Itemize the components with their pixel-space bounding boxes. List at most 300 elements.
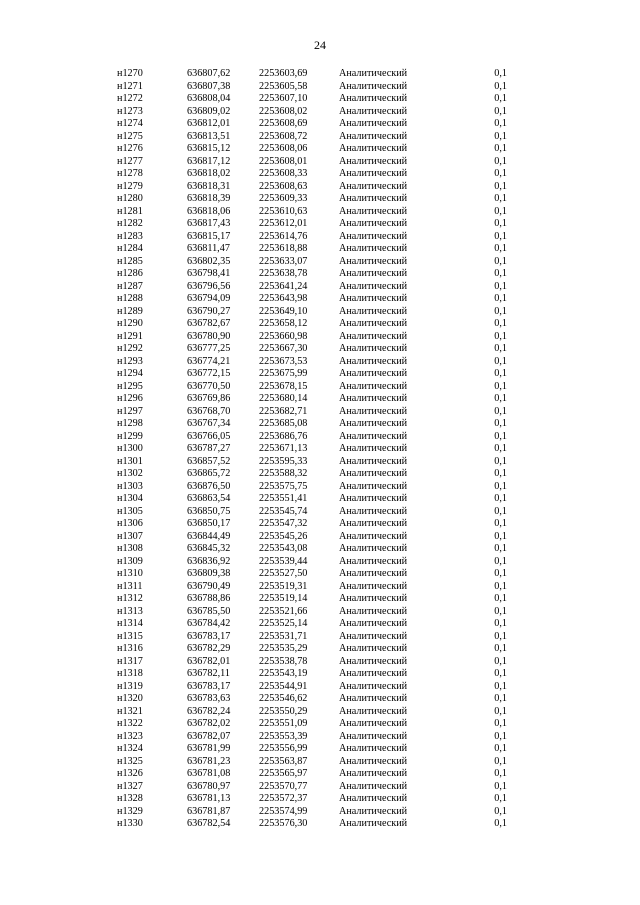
table-row <box>117 481 507 494</box>
y-coordinate-cell: 2253544,91 <box>259 680 308 692</box>
table-row <box>117 406 507 419</box>
x-coordinate-cell: 636780,90 <box>187 330 231 342</box>
method-cell: Аналитический <box>339 280 408 292</box>
point-id-cell: н1280 <box>117 193 143 204</box>
point-id-cell: н1274 <box>117 118 143 129</box>
y-coordinate-cell: 2253608,69 <box>259 118 308 129</box>
method-cell: Аналитический <box>339 505 408 517</box>
accuracy-cell: 0,1 <box>494 718 507 729</box>
method-cell: Аналитический <box>339 330 408 342</box>
x-coordinate-cell: 636857,52 <box>187 455 231 467</box>
point-id-cell: н1313 <box>117 605 143 617</box>
accuracy-cell: 0,1 <box>494 105 507 117</box>
x-coordinate-cell: 636769,86 <box>187 393 231 404</box>
y-coordinate-cell: 2253550,29 <box>259 705 308 717</box>
accuracy-cell: 0,1 <box>494 218 507 229</box>
y-coordinate-cell: 2253572,37 <box>259 793 308 804</box>
table-row <box>117 706 507 719</box>
x-coordinate-cell: 636818,31 <box>187 180 231 192</box>
accuracy-cell: 0,1 <box>494 780 507 792</box>
table-row <box>117 618 507 631</box>
accuracy-cell: 0,1 <box>494 268 507 279</box>
accuracy-cell: 0,1 <box>494 280 507 292</box>
table-row <box>117 456 507 469</box>
y-coordinate-cell: 2253641,24 <box>259 280 308 292</box>
accuracy-cell: 0,1 <box>494 730 507 742</box>
accuracy-cell: 0,1 <box>494 293 507 304</box>
point-id-cell: н1272 <box>117 93 143 104</box>
x-coordinate-cell: 636777,25 <box>187 343 231 354</box>
x-coordinate-cell: 636782,29 <box>187 643 231 654</box>
table-row <box>117 543 507 556</box>
accuracy-cell: 0,1 <box>494 630 507 642</box>
accuracy-cell: 0,1 <box>494 468 507 479</box>
point-id-cell: н1271 <box>117 80 143 92</box>
x-coordinate-cell: 636782,07 <box>187 730 231 742</box>
point-id-cell: н1303 <box>117 480 143 492</box>
x-coordinate-cell: 636863,54 <box>187 493 231 504</box>
method-cell: Аналитический <box>339 443 408 454</box>
x-coordinate-cell: 636818,02 <box>187 168 231 179</box>
point-id-cell: н1290 <box>117 318 143 329</box>
x-coordinate-cell: 636780,97 <box>187 780 231 792</box>
point-id-cell: н1270 <box>117 68 143 79</box>
y-coordinate-cell: 2253671,13 <box>259 443 308 454</box>
point-id-cell: н1315 <box>117 630 143 642</box>
y-coordinate-cell: 2253551,09 <box>259 718 308 729</box>
point-id-cell: н1301 <box>117 455 143 467</box>
table-row <box>117 106 507 119</box>
y-coordinate-cell: 2253595,33 <box>259 455 308 467</box>
point-id-cell: н1296 <box>117 393 143 404</box>
method-cell: Аналитический <box>339 555 408 567</box>
y-coordinate-cell: 2253543,19 <box>259 668 308 679</box>
method-cell: Аналитический <box>339 255 408 267</box>
method-cell: Аналитический <box>339 105 408 117</box>
method-cell: Аналитический <box>339 493 408 504</box>
point-id-cell: н1325 <box>117 755 143 767</box>
accuracy-cell: 0,1 <box>494 618 507 629</box>
point-id-cell: н1312 <box>117 593 143 604</box>
x-coordinate-cell: 636815,12 <box>187 143 231 154</box>
x-coordinate-cell: 636785,50 <box>187 605 231 617</box>
method-cell: Аналитический <box>339 793 408 804</box>
table-row <box>117 743 507 756</box>
point-id-cell: н1277 <box>117 155 143 167</box>
accuracy-cell: 0,1 <box>494 693 507 704</box>
x-coordinate-cell: 636802,35 <box>187 255 231 267</box>
method-cell: Аналитический <box>339 543 408 554</box>
point-id-cell: н1329 <box>117 805 143 817</box>
x-coordinate-cell: 636813,51 <box>187 130 231 142</box>
y-coordinate-cell: 2253603,69 <box>259 68 308 79</box>
point-id-cell: н1281 <box>117 205 143 217</box>
method-cell: Аналитический <box>339 93 408 104</box>
table-row <box>117 568 507 581</box>
method-cell: Аналитический <box>339 243 408 254</box>
method-cell: Аналитический <box>339 630 408 642</box>
y-coordinate-cell: 2253605,58 <box>259 80 308 92</box>
y-coordinate-cell: 2253614,76 <box>259 230 308 242</box>
method-cell: Аналитический <box>339 393 408 404</box>
point-id-cell: н1321 <box>117 705 143 717</box>
table-row <box>117 356 507 369</box>
table-row <box>117 718 507 731</box>
accuracy-cell: 0,1 <box>494 593 507 604</box>
x-coordinate-cell: 636807,38 <box>187 80 231 92</box>
accuracy-cell: 0,1 <box>494 480 507 492</box>
table-row <box>117 531 507 544</box>
x-coordinate-cell: 636783,17 <box>187 680 231 692</box>
table-row <box>117 818 507 831</box>
method-cell: Аналитический <box>339 618 408 629</box>
accuracy-cell: 0,1 <box>494 793 507 804</box>
table-row <box>117 256 507 269</box>
y-coordinate-cell: 2253563,87 <box>259 755 308 767</box>
point-id-cell: н1279 <box>117 180 143 192</box>
x-coordinate-cell: 636782,01 <box>187 655 231 667</box>
point-id-cell: н1273 <box>117 105 143 117</box>
method-cell: Аналитический <box>339 705 408 717</box>
method-cell: Аналитический <box>339 480 408 492</box>
point-id-cell: н1282 <box>117 218 143 229</box>
point-id-cell: н1283 <box>117 230 143 242</box>
method-cell: Аналитический <box>339 643 408 654</box>
table-row <box>117 506 507 519</box>
table-row <box>117 806 507 819</box>
x-coordinate-cell: 636876,50 <box>187 480 231 492</box>
table-row <box>117 281 507 294</box>
y-coordinate-cell: 2253553,39 <box>259 730 308 742</box>
table-row <box>117 168 507 181</box>
point-id-cell: н1307 <box>117 530 143 542</box>
y-coordinate-cell: 2253535,29 <box>259 643 308 654</box>
method-cell: Аналитический <box>339 718 408 729</box>
accuracy-cell: 0,1 <box>494 80 507 92</box>
accuracy-cell: 0,1 <box>494 493 507 504</box>
x-coordinate-cell: 636788,86 <box>187 593 231 604</box>
table-row <box>117 381 507 394</box>
point-id-cell: н1326 <box>117 768 143 779</box>
x-coordinate-cell: 636783,63 <box>187 693 231 704</box>
method-cell: Аналитический <box>339 380 408 392</box>
point-id-cell: н1285 <box>117 255 143 267</box>
method-cell: Аналитический <box>339 305 408 317</box>
x-coordinate-cell: 636817,43 <box>187 218 231 229</box>
x-coordinate-cell: 636781,13 <box>187 793 231 804</box>
accuracy-cell: 0,1 <box>494 305 507 317</box>
method-cell: Аналитический <box>339 293 408 304</box>
x-coordinate-cell: 636809,02 <box>187 105 231 117</box>
accuracy-cell: 0,1 <box>494 455 507 467</box>
point-id-cell: н1306 <box>117 518 143 529</box>
x-coordinate-cell: 636796,56 <box>187 280 231 292</box>
table-row <box>117 368 507 381</box>
y-coordinate-cell: 2253545,74 <box>259 505 308 517</box>
method-cell: Аналитический <box>339 755 408 767</box>
y-coordinate-cell: 2253608,06 <box>259 143 308 154</box>
method-cell: Аналитический <box>339 518 408 529</box>
method-cell: Аналитический <box>339 743 408 754</box>
point-id-cell: н1330 <box>117 818 143 829</box>
point-id-cell: н1310 <box>117 568 143 579</box>
y-coordinate-cell: 2253673,53 <box>259 355 308 367</box>
y-coordinate-cell: 2253570,77 <box>259 780 308 792</box>
x-coordinate-cell: 636782,02 <box>187 718 231 729</box>
table-row <box>117 468 507 481</box>
table-row <box>117 93 507 106</box>
accuracy-cell: 0,1 <box>494 605 507 617</box>
accuracy-cell: 0,1 <box>494 393 507 404</box>
accuracy-cell: 0,1 <box>494 380 507 392</box>
y-coordinate-cell: 2253686,76 <box>259 430 308 442</box>
y-coordinate-cell: 2253649,10 <box>259 305 308 317</box>
accuracy-cell: 0,1 <box>494 680 507 692</box>
accuracy-cell: 0,1 <box>494 405 507 417</box>
y-coordinate-cell: 2253612,01 <box>259 218 308 229</box>
y-coordinate-cell: 2253685,08 <box>259 418 308 429</box>
y-coordinate-cell: 2253633,07 <box>259 255 308 267</box>
point-id-cell: н1317 <box>117 655 143 667</box>
method-cell: Аналитический <box>339 155 408 167</box>
x-coordinate-cell: 636815,17 <box>187 230 231 242</box>
method-cell: Аналитический <box>339 405 408 417</box>
table-row <box>117 243 507 256</box>
accuracy-cell: 0,1 <box>494 755 507 767</box>
table-row <box>117 343 507 356</box>
method-cell: Аналитический <box>339 418 408 429</box>
accuracy-cell: 0,1 <box>494 330 507 342</box>
x-coordinate-cell: 636781,08 <box>187 768 231 779</box>
point-id-cell: н1278 <box>117 168 143 179</box>
y-coordinate-cell: 2253519,14 <box>259 593 308 604</box>
y-coordinate-cell: 2253678,15 <box>259 380 308 392</box>
y-coordinate-cell: 2253525,14 <box>259 618 308 629</box>
table-row <box>117 131 507 144</box>
accuracy-cell: 0,1 <box>494 518 507 529</box>
x-coordinate-cell: 636781,23 <box>187 755 231 767</box>
table-row <box>117 606 507 619</box>
accuracy-cell: 0,1 <box>494 318 507 329</box>
method-cell: Аналитический <box>339 818 408 829</box>
x-coordinate-cell: 636818,39 <box>187 193 231 204</box>
table-row <box>117 643 507 656</box>
x-coordinate-cell: 636767,34 <box>187 418 231 429</box>
accuracy-cell: 0,1 <box>494 343 507 354</box>
x-coordinate-cell: 636818,06 <box>187 205 231 217</box>
accuracy-cell: 0,1 <box>494 168 507 179</box>
x-coordinate-cell: 636845,32 <box>187 543 231 554</box>
method-cell: Аналитический <box>339 318 408 329</box>
y-coordinate-cell: 2253680,14 <box>259 393 308 404</box>
y-coordinate-cell: 2253607,10 <box>259 93 308 104</box>
accuracy-cell: 0,1 <box>494 255 507 267</box>
point-id-cell: н1293 <box>117 355 143 367</box>
method-cell: Аналитический <box>339 80 408 92</box>
x-coordinate-cell: 636781,99 <box>187 743 231 754</box>
point-id-cell: н1324 <box>117 743 143 754</box>
y-coordinate-cell: 2253527,50 <box>259 568 308 579</box>
method-cell: Аналитический <box>339 468 408 479</box>
y-coordinate-cell: 2253608,72 <box>259 130 308 142</box>
y-coordinate-cell: 2253682,71 <box>259 405 308 417</box>
accuracy-cell: 0,1 <box>494 93 507 104</box>
y-coordinate-cell: 2253576,30 <box>259 818 308 829</box>
x-coordinate-cell: 636787,27 <box>187 443 231 454</box>
accuracy-cell: 0,1 <box>494 130 507 142</box>
table-row <box>117 668 507 681</box>
x-coordinate-cell: 636782,54 <box>187 818 231 829</box>
x-coordinate-cell: 636770,50 <box>187 380 231 392</box>
method-cell: Аналитический <box>339 580 408 592</box>
method-cell: Аналитический <box>339 768 408 779</box>
y-coordinate-cell: 2253610,63 <box>259 205 308 217</box>
y-coordinate-cell: 2253551,41 <box>259 493 308 504</box>
x-coordinate-cell: 636807,62 <box>187 68 231 79</box>
y-coordinate-cell: 2253608,01 <box>259 155 308 167</box>
table-row <box>117 218 507 231</box>
point-id-cell: н1322 <box>117 718 143 729</box>
y-coordinate-cell: 2253618,88 <box>259 243 308 254</box>
table-row <box>117 631 507 644</box>
table-row <box>117 581 507 594</box>
y-coordinate-cell: 2253538,78 <box>259 655 308 667</box>
accuracy-cell: 0,1 <box>494 530 507 542</box>
table-row <box>117 493 507 506</box>
x-coordinate-cell: 636790,49 <box>187 580 231 592</box>
point-id-cell: н1294 <box>117 368 143 379</box>
point-id-cell: н1288 <box>117 293 143 304</box>
table-row <box>117 318 507 331</box>
y-coordinate-cell: 2253660,98 <box>259 330 308 342</box>
y-coordinate-cell: 2253609,33 <box>259 193 308 204</box>
point-id-cell: н1323 <box>117 730 143 742</box>
x-coordinate-cell: 636774,21 <box>187 355 231 367</box>
method-cell: Аналитический <box>339 805 408 817</box>
x-coordinate-cell: 636836,92 <box>187 555 231 567</box>
accuracy-cell: 0,1 <box>494 205 507 217</box>
method-cell: Аналитический <box>339 668 408 679</box>
method-cell: Аналитический <box>339 130 408 142</box>
y-coordinate-cell: 2253658,12 <box>259 318 308 329</box>
y-coordinate-cell: 2253575,75 <box>259 480 308 492</box>
method-cell: Аналитический <box>339 343 408 354</box>
point-id-cell: н1328 <box>117 793 143 804</box>
accuracy-cell: 0,1 <box>494 543 507 554</box>
method-cell: Аналитический <box>339 68 408 79</box>
point-id-cell: н1304 <box>117 493 143 504</box>
accuracy-cell: 0,1 <box>494 155 507 167</box>
method-cell: Аналитический <box>339 593 408 604</box>
table-row <box>117 393 507 406</box>
method-cell: Аналитический <box>339 268 408 279</box>
table-row <box>117 731 507 744</box>
table-row <box>117 781 507 794</box>
y-coordinate-cell: 2253547,32 <box>259 518 308 529</box>
method-cell: Аналитический <box>339 193 408 204</box>
accuracy-cell: 0,1 <box>494 818 507 829</box>
method-cell: Аналитический <box>339 655 408 667</box>
point-id-cell: н1289 <box>117 305 143 317</box>
table-row <box>117 81 507 94</box>
y-coordinate-cell: 2253643,98 <box>259 293 308 304</box>
method-cell: Аналитический <box>339 455 408 467</box>
y-coordinate-cell: 2253519,31 <box>259 580 308 592</box>
y-coordinate-cell: 2253539,44 <box>259 555 308 567</box>
x-coordinate-cell: 636865,72 <box>187 468 231 479</box>
accuracy-cell: 0,1 <box>494 655 507 667</box>
method-cell: Аналитический <box>339 168 408 179</box>
x-coordinate-cell: 636790,27 <box>187 305 231 317</box>
table-row <box>117 431 507 444</box>
table-row <box>117 756 507 769</box>
x-coordinate-cell: 636850,17 <box>187 518 231 529</box>
y-coordinate-cell: 2253608,02 <box>259 105 308 117</box>
y-coordinate-cell: 2253588,32 <box>259 468 308 479</box>
accuracy-cell: 0,1 <box>494 118 507 129</box>
table-row <box>117 681 507 694</box>
point-id-cell: н1320 <box>117 693 143 704</box>
point-id-cell: н1319 <box>117 680 143 692</box>
accuracy-cell: 0,1 <box>494 668 507 679</box>
y-coordinate-cell: 2253608,63 <box>259 180 308 192</box>
accuracy-cell: 0,1 <box>494 68 507 79</box>
table-row <box>117 418 507 431</box>
method-cell: Аналитический <box>339 355 408 367</box>
x-coordinate-cell: 636798,41 <box>187 268 231 279</box>
x-coordinate-cell: 636808,04 <box>187 93 231 104</box>
page-number: 24 <box>314 38 326 52</box>
table-row <box>117 156 507 169</box>
y-coordinate-cell: 2253574,99 <box>259 805 308 817</box>
accuracy-cell: 0,1 <box>494 643 507 654</box>
point-id-cell: н1299 <box>117 430 143 442</box>
x-coordinate-cell: 636781,87 <box>187 805 231 817</box>
point-id-cell: н1275 <box>117 130 143 142</box>
method-cell: Аналитический <box>339 568 408 579</box>
point-id-cell: н1314 <box>117 618 143 629</box>
point-id-cell: н1276 <box>117 143 143 154</box>
y-coordinate-cell: 2253543,08 <box>259 543 308 554</box>
x-coordinate-cell: 636809,38 <box>187 568 231 579</box>
point-id-cell: н1292 <box>117 343 143 354</box>
accuracy-cell: 0,1 <box>494 568 507 579</box>
y-coordinate-cell: 2253556,99 <box>259 743 308 754</box>
method-cell: Аналитический <box>339 118 408 129</box>
accuracy-cell: 0,1 <box>494 180 507 192</box>
accuracy-cell: 0,1 <box>494 430 507 442</box>
table-row <box>117 693 507 706</box>
x-coordinate-cell: 636850,75 <box>187 505 231 517</box>
table-row <box>117 518 507 531</box>
x-coordinate-cell: 636772,15 <box>187 368 231 379</box>
x-coordinate-cell: 636812,01 <box>187 118 231 129</box>
point-id-cell: н1300 <box>117 443 143 454</box>
x-coordinate-cell: 636782,24 <box>187 705 231 717</box>
table-row <box>117 593 507 606</box>
x-coordinate-cell: 636844,49 <box>187 530 231 542</box>
table-row <box>117 68 507 81</box>
x-coordinate-cell: 636817,12 <box>187 155 231 167</box>
x-coordinate-cell: 636782,67 <box>187 318 231 329</box>
method-cell: Аналитический <box>339 693 408 704</box>
point-id-cell: н1309 <box>117 555 143 567</box>
accuracy-cell: 0,1 <box>494 768 507 779</box>
method-cell: Аналитический <box>339 368 408 379</box>
method-cell: Аналитический <box>339 605 408 617</box>
point-id-cell: н1291 <box>117 330 143 342</box>
y-coordinate-cell: 2253667,30 <box>259 343 308 354</box>
